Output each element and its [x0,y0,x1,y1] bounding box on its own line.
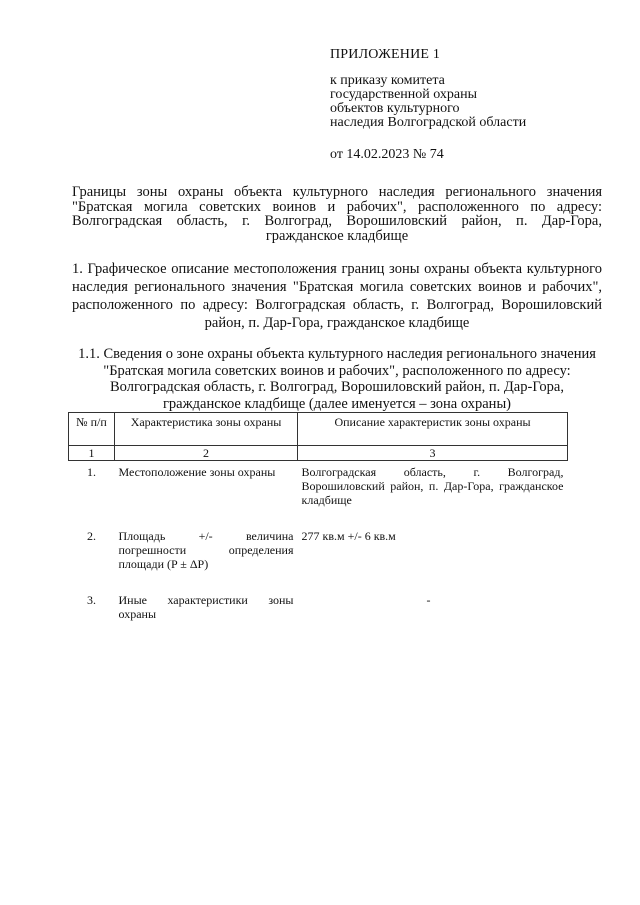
column-number: 1 [69,446,115,461]
row-description: Волгоградская область, г. Волгоград, Ворошиловский район, п. Дар-Гора, гражданское кладбище [301,465,564,507]
document-heading: Границы зоны охраны объекта культурного наследия регионального значения "Братская могила советских воинов и рабочих", расположенного по адресу: Волгоградская область, г. Волгоград, Ворошиловский район, п. Дар-Гора, гражданское кладбище [72,184,602,244]
column-number-row [69,446,568,461]
appendix-title: ПРИЛОЖЕНИЕ 1 [330,47,441,62]
table-row [69,587,568,635]
appendix-line: наследия Волгоградской области [330,115,527,130]
header-description: Описание характеристик зоны охраны [298,413,568,446]
order-date: от 14.02.2023 № 74 [330,147,444,162]
row-description [298,587,568,635]
section-1-1-title: 1.1. Сведения о зоне охраны объекта культурного наследия регионального значения "Братская могила советских воинов и рабочих", расположенного по адресу: Волгоградская область, г. Волгоград, Ворошиловский район, п. Дар-Гора, гражданское кладбище (далее именуется – зона охраны) [78,346,596,412]
section-1-title: 1. Графическое описание местоположения границ зоны охраны объекта культурного наследия регионального значения "Братская могила советских воинов и рабочих", расположенного по адресу: Волгоградская область, г. Волгоград, Ворошиловский район, п. Дар-Гора, гражданское кладбище [72,261,602,331]
row-description-value: - [426,593,431,607]
row-characteristic: Иные характеристики зоны охраны [118,593,294,621]
row-number: 1. [87,465,96,479]
column-number: 3 [298,446,568,461]
row-number: 3. [87,593,96,607]
zone-table [68,412,568,635]
appendix-line: объектов культурного [330,101,460,116]
table-row [69,523,568,587]
appendix-line: к приказу комитета [330,73,445,88]
row-characteristic: Местоположение зоны охраны [118,465,276,479]
table-row [69,461,568,524]
row-number: 2. [87,529,96,543]
column-number: 2 [115,446,298,461]
row-characteristic: Площадь +/- величина погрешности определения площади (P ± ΔP) [118,529,294,571]
header-characteristic: Характеристика зоны охраны [115,413,298,446]
header-number: № п/п [69,413,115,446]
row-description: 277 кв.м +/- 6 кв.м [301,529,396,543]
table-header-row [69,413,568,446]
appendix-line: государственной охраны [330,87,478,102]
appendix-block [330,46,620,164]
